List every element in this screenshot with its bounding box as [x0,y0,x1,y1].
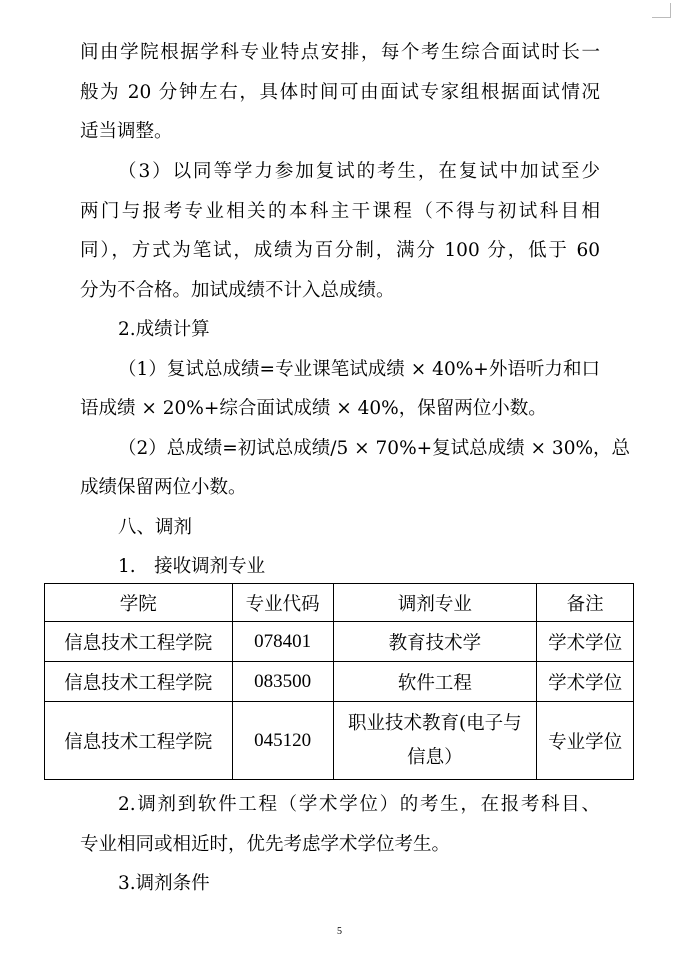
cell-adjusted-major: 教育技术学 [333,622,537,662]
text-line: 语成绩 × 20%+综合面试成绩 × 40%，保留两位小数。 [80,398,547,419]
text-line: 同），方式为笔试，成绩为百分制，满分 100 分，低于 60 [80,240,600,261]
text-line: 2.调剂到软件工程（学术学位）的考生，在报考科目、 [118,794,600,815]
heading-accepted-majors: 1. 接收调剂专业 [118,556,266,577]
header-major-code: 专业代码 [232,584,333,622]
cell-line: 信息） [407,746,463,768]
cell-major-code: 083500 [232,662,333,702]
text-line: 间由学院根据学科专业特点安排，每个考生综合面试时长一 [80,42,600,63]
table-row [45,662,634,702]
text-line: （3）以同等学力参加复试的考生，在复试中加试至少 [118,161,600,182]
table-row [45,702,634,780]
page-corner-mark [652,3,671,18]
table-header-row [45,584,634,622]
heading-adjustment-conditions: 3.调剂条件 [118,873,210,894]
page-number: 5 [337,926,342,937]
table-row [45,622,634,662]
cell-adjusted-major [333,702,537,780]
cell-college: 信息技术工程学院 [45,702,233,780]
header-college: 学院 [45,584,233,622]
cell-remarks: 学术学位 [537,662,634,702]
text-line: （1）复试总成绩=专业课笔试成绩 × 40%+外语听力和口 [118,359,600,380]
header-adjusted-major: 调剂专业 [333,584,537,622]
adjustment-majors-table [44,583,634,780]
heading-score-calculation: 2.成绩计算 [118,319,210,340]
text-line: 两门与报考专业相关的本科主干课程（不得与初试科目相 [80,201,600,222]
cell-remarks: 专业学位 [537,702,634,780]
cell-adjusted-major: 软件工程 [333,662,537,702]
cell-college: 信息技术工程学院 [45,622,233,662]
text-line: （2）总成绩=初试总成绩/5 × 70%+复试总成绩 × 30%，总 [118,438,631,459]
cell-major-code: 078401 [232,622,333,662]
text-line: 般为 20 分钟左右，具体时间可由面试专家组根据面试情况 [80,82,600,103]
text-line: 成绩保留两位小数。 [80,477,247,498]
text-line: 适当调整。 [80,121,173,142]
cell-major-code: 045120 [232,702,333,780]
cell-college: 信息技术工程学院 [45,662,233,702]
cell-line: 职业技术教育(电子与 [347,712,522,734]
header-remarks: 备注 [537,584,634,622]
cell-remarks: 学术学位 [537,622,634,662]
section-heading-adjustment: 八、调剂 [118,517,193,538]
text-line: 分为不合格。加试成绩不计入总成绩。 [80,280,395,301]
text-line: 专业相同或相近时，优先考虑学术学位考生。 [80,834,451,855]
